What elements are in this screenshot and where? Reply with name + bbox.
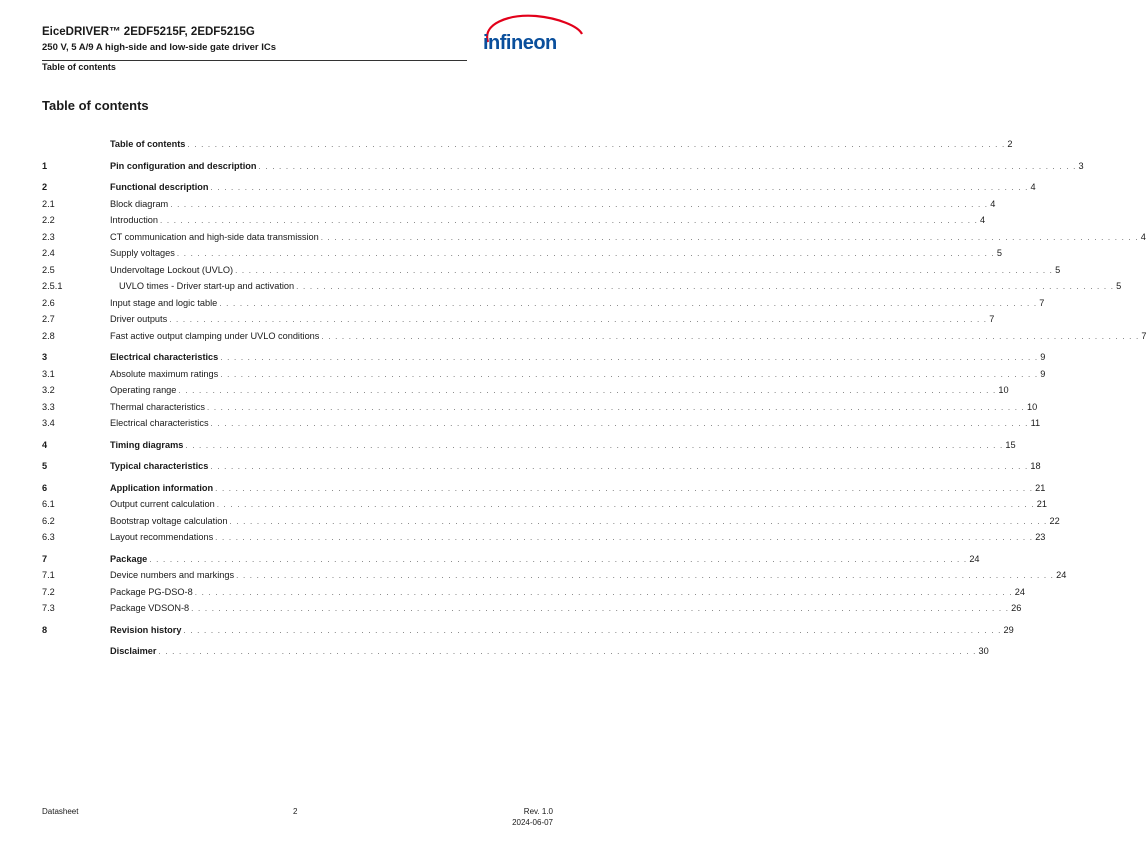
toc-leader-dots: . . . . . . . . . . . . . . . . . . . . . . . . . . . . . . . . . . . . . . . . . . . . . . . . . . . . . . . . . . . . . . . . . . . . . . . . . . . . . . . . . . . . . . . . . . . . . . . . . . . . . . . . . . . . . . . . . . . . . . . . [220,353,1039,362]
toc-entry[interactable] [42,553,980,565]
toc-entry[interactable] [42,330,1147,342]
toc-leader-dots: . . . . . . . . . . . . . . . . . . . . . . . . . . . . . . . . . . . . . . . . . . . . . . . . . . . . . . . . . . . . . . . . . . . . . . . . . . . . . . . . . . . . . . . . . . . . . . . . . . . . . . . . . . . . . . . . . . . . . . . . [210,183,1029,192]
toc-entry[interactable] [42,247,1003,259]
toc-entry-number: 7.1 [42,570,55,580]
toc-entry[interactable] [42,401,1038,413]
toc-entry[interactable] [42,602,1022,614]
toc-entry-page[interactable]: 18 [1030,461,1041,471]
header-divider [42,60,467,61]
toc-entry-title[interactable]: Operating range [110,385,177,395]
footer-date: 2024-06-07 [512,818,553,827]
toc-entry-title[interactable]: Introduction [110,215,159,225]
toc-entry-title[interactable]: Table of contents [110,139,186,149]
toc-leader-dots: . . . . . . . . . . . . . . . . . . . . . . . . . . . . . . . . . . . . . . . . . . . . . . . . . . . . . . . . . . . . . . . . . . . . . . . . . . . . . . . . . . . . . . . . . . . . . . . . . . . . . . . . . . . . . . . . . . . . . . . . [210,419,1029,428]
toc-entry-number: 2.6 [42,298,55,308]
toc-entry-page[interactable]: 7 [1039,298,1045,308]
toc-entry[interactable] [42,417,1041,429]
toc-entry[interactable] [42,439,1016,451]
toc-entry[interactable] [42,138,1013,150]
toc-leader-dots: . . . . . . . . . . . . . . . . . . . . . . . . . . . . . . . . . . . . . . . . . . . . . . . . . . . . . . . . . . . . . . . . . . . . . . . . . . . . . . . . . . . . . . . . . . . . . . . . . . . . . . . . . . . . . . . . . . . . . . . . [236,571,1055,580]
toc-entry-page[interactable]: 4 [990,199,996,209]
toc-entry[interactable] [42,460,1041,472]
toc-entry-number: 2.4 [42,248,55,258]
toc-leader-dots: . . . . . . . . . . . . . . . . . . . . . . . . . . . . . . . . . . . . . . . . . . . . . . . . . . . . . . . . . . . . . . . . . . . . . . . . . . . . . . . . . . . . . . . . . . . . . . . . . . . . . . . . . . . . . . . . . . . . . . . . [178,386,997,395]
toc-leader-dots: . . . . . . . . . . . . . . . . . . . . . . . . . . . . . . . . . . . . . . . . . . . . . . . . . . . . . . . . . . . . . . . . . . . . . . . . . . . . . . . . . . . . . . . . . . . . . . . . . . . . . . . . . . . . . . . . . . . . . . . . [215,484,1034,493]
toc-leader-dots: . . . . . . . . . . . . . . . . . . . . . . . . . . . . . . . . . . . . . . . . . . . . . . . . . . . . . . . . . . . . . . . . . . . . . . . . . . . . . . . . . . . . . . . . . . . . . . . . . . . . . . . . . . . . . . . . . . . . . . . . [296,282,1115,291]
toc-entry-title[interactable]: UVLO times - Driver start-up and activation [119,281,295,291]
toc-leader-dots: . . . . . . . . . . . . . . . . . . . . . . . . . . . . . . . . . . . . . . . . . . . . . . . . . . . . . . . . . . . . . . . . . . . . . . . . . . . . . . . . . . . . . . . . . . . . . . . . . . . . . . . . . . . . . . . . . . . . . . . . [258,162,1077,171]
toc-entry[interactable] [42,160,1084,172]
toc-entry-number: 2.5.1 [42,281,63,291]
toc-entry-title[interactable]: Electrical characteristics [110,352,219,362]
toc-entry-page[interactable]: 5 [1116,281,1122,291]
toc-entry-page[interactable]: 24 [1014,587,1025,597]
toc-leader-dots: . . . . . . . . . . . . . . . . . . . . . . . . . . . . . . . . . . . . . . . . . . . . . . . . . . . . . . . . . . . . . . . . . . . . . . . . . . . . . . . . . . . . . . . . . . . . . . . . . . . . . . . . . . . . . . . . . . . . . . . . [158,647,977,656]
toc-entry-page[interactable]: 11 [1030,418,1041,428]
toc-entry-page[interactable]: 2 [1007,139,1013,149]
toc-entry[interactable] [42,531,1046,543]
toc-entry-title[interactable]: Functional description [110,182,209,192]
toc-entry-number: 6.3 [42,532,55,542]
toc-entry[interactable] [42,498,1047,510]
toc-entry-page[interactable]: 5 [996,248,1003,258]
toc-leader-dots: . . . . . . . . . . . . . . . . . . . . . . . . . . . . . . . . . . . . . . . . . . . . . . . . . . . . . . . . . . . . . . . . . . . . . . . . . . . . . . . . . . . . . . . . . . . . . . . . . . . . . . . . . . . . . . . . . . . . . . . . [149,555,968,564]
toc-entry[interactable] [42,569,1067,581]
toc-leader-dots: . . . . . . . . . . . . . . . . . . . . . . . . . . . . . . . . . . . . . . . . . . . . . . . . . . . . . . . . . . . . . . . . . . . . . . . . . . . . . . . . . . . . . . . . . . . . . . . . . . . . . . . . . . . . . . . . . . . . . . . . [185,441,1004,450]
toc-leader-dots: . . . . . . . . . . . . . . . . . . . . . . . . . . . . . . . . . . . . . . . . . . . . . . . . . . . . . . . . . . . . . . . . . . . . . . . . . . . . . . . . . . . . . . . . . . . . . . . . . . . . . . . . . . . . . . . . . . . . . . . . [187,140,1006,149]
toc-entry-title[interactable]: Bootstrap voltage calculation [110,516,228,526]
toc-entry[interactable] [42,384,1009,396]
toc-entry-title[interactable]: Electrical characteristics [110,418,209,428]
toc-entry-title[interactable]: Package PG-DSO-8 [110,587,193,597]
toc-leader-dots: . . . . . . . . . . . . . . . . . . . . . . . . . . . . . . . . . . . . . . . . . . . . . . . . . . . . . . . . . . . . . . . . . . . . . . . . . . . . . . . . . . . . . . . . . . . . . . . . . . . . . . . . . . . . . . . . . . . . . . . . [191,604,1010,613]
infineon-logo [478,12,586,60]
toc-entry-number: 3.3 [42,402,55,412]
toc-entry[interactable] [42,214,986,226]
toc-entry-number: 8 [42,625,48,635]
toc-leader-dots: . . . . . . . . . . . . . . . . . . . . . . . . . . . . . . . . . . . . . . . . . . . . . . . . . . . . . . . . . . . . . . . . . . . . . . . . . . . . . . . . . . . . . . . . . . . . . . . . . . . . . . . . . . . . . . . . . . . . . . . . [235,266,1054,275]
toc-entry-number: 2.7 [42,314,55,324]
toc-leader-dots: . . . . . . . . . . . . . . . . . . . . . . . . . . . . . . . . . . . . . . . . . . . . . . . . . . . . . . . . . . . . . . . . . . . . . . . . . . . . . . . . . . . . . . . . . . . . . . . . . . . . . . . . . . . . . . . . . . . . . . . . [183,626,1002,635]
toc-entry[interactable] [42,264,1061,276]
toc-entry-number: 2.3 [42,232,55,242]
toc-entry[interactable] [42,368,1046,380]
header-section-label: Table of contents [42,62,116,72]
toc-entry-page[interactable]: 4 [980,215,986,225]
toc-leader-dots: . . . . . . . . . . . . . . . . . . . . . . . . . . . . . . . . . . . . . . . . . . . . . . . . . . . . . . . . . . . . . . . . . . . . . . . . . . . . . . . . . . . . . . . . . . . . . . . . . . . . . . . . . . . . . . . . . . . . . . . . [176,249,995,258]
toc-entry-number: 7 [42,554,48,564]
toc-entry-title[interactable]: Absolute maximum ratings [110,369,219,379]
document-title: EiceDRIVER™ 2EDF5215F, 2EDF5215G [42,26,255,38]
toc-leader-dots: . . . . . . . . . . . . . . . . . . . . . . . . . . . . . . . . . . . . . . . . . . . . . . . . . . . . . . . . . . . . . . . . . . . . . . . . . . . . . . . . . . . . . . . . . . . . . . . . . . . . . . . . . . . . . . . . . . . . . . . . [206,403,1025,412]
document-subtitle: 250 V, 5 A/9 A high-side and low-side gate driver ICs [42,42,277,53]
toc-entry-page[interactable]: 23 [1035,532,1046,542]
toc-entry-page[interactable]: 9 [1040,352,1046,362]
toc-entry-title[interactable]: Package [110,554,148,564]
toc-entry-number: 3.1 [42,369,55,379]
toc-entry[interactable] [42,515,1060,527]
toc-entry[interactable] [42,624,1014,636]
toc-entry-title[interactable]: Driver outputs [110,314,168,324]
toc-entry-number: 2.1 [42,199,55,209]
toc-entry-number: 6.1 [42,499,55,509]
toc-entry-title[interactable]: Disclaimer [110,646,157,656]
toc-entry-number: 6 [42,483,48,493]
toc-entry-page[interactable]: 9 [1040,369,1046,379]
toc-entry-page[interactable]: 5 [1055,265,1061,275]
toc-entry-page[interactable]: 7 [989,314,995,324]
toc-entry-page[interactable]: 3 [1078,161,1084,171]
toc-entry[interactable] [42,231,1146,243]
toc-entry-title[interactable]: Timing diagrams [110,440,184,450]
toc-entry-title[interactable]: Device numbers and markings [110,570,235,580]
toc-entry[interactable] [42,313,995,325]
toc-entry-number: 3.2 [42,385,55,395]
toc-entry-title[interactable]: Input stage and logic table [110,298,218,308]
toc-entry-title[interactable]: Typical characteristics [110,461,209,471]
toc-entry-title[interactable]: Application information [110,483,214,493]
toc-entry-number: 7.2 [42,587,55,597]
toc-entry-title[interactable]: Layout recommendations [110,532,214,542]
toc-entry-page[interactable]: 4 [1030,182,1036,192]
toc-entry-number: 2.5 [42,265,55,275]
toc-entry-title[interactable]: Undervoltage Lockout (UVLO) [110,265,234,275]
toc-leader-dots: . . . . . . . . . . . . . . . . . . . . . . . . . . . . . . . . . . . . . . . . . . . . . . . . . . . . . . . . . . . . . . . . . . . . . . . . . . . . . . . . . . . . . . . . . . . . . . . . . . . . . . . . . . . . . . . . . . . . . . . . [320,233,1139,242]
toc-leader-dots: . . . . . . . . . . . . . . . . . . . . . . . . . . . . . . . . . . . . . . . . . . . . . . . . . . . . . . . . . . . . . . . . . . . . . . . . . . . . . . . . . . . . . . . . . . . . . . . . . . . . . . . . . . . . . . . . . . . . . . . . [170,200,989,209]
toc-entry-number: 2.2 [42,215,55,225]
toc-leader-dots: . . . . . . . . . . . . . . . . . . . . . . . . . . . . . . . . . . . . . . . . . . . . . . . . . . . . . . . . . . . . . . . . . . . . . . . . . . . . . . . . . . . . . . . . . . . . . . . . . . . . . . . . . . . . . . . . . . . . . . . . [220,370,1039,379]
toc-entry-number: 3.4 [42,418,55,428]
toc-entry-page[interactable]: 10 [1026,402,1038,412]
toc-entry-number: 4 [42,440,48,450]
toc-leader-dots: . . . . . . . . . . . . . . . . . . . . . . . . . . . . . . . . . . . . . . . . . . . . . . . . . . . . . . . . . . . . . . . . . . . . . . . . . . . . . . . . . . . . . . . . . . . . . . . . . . . . . . . . . . . . . . . . . . . . . . . . [160,216,979,225]
toc-entry-page[interactable]: 22 [1049,516,1060,526]
toc-entry-title[interactable]: Thermal characteristics [110,402,205,412]
toc-entry[interactable] [42,198,996,210]
toc-entry[interactable] [42,280,1122,292]
toc-entry[interactable] [42,482,1046,494]
footer-revision: Rev. 1.0 [523,807,553,816]
logo-wordmark: infineon [483,32,557,54]
toc-entry[interactable] [42,586,1025,598]
toc-leader-dots: . . . . . . . . . . . . . . . . . . . . . . . . . . . . . . . . . . . . . . . . . . . . . . . . . . . . . . . . . . . . . . . . . . . . . . . . . . . . . . . . . . . . . . . . . . . . . . . . . . . . . . . . . . . . . . . . . . . . . . . . [216,500,1035,509]
toc-entry-number: 3 [42,352,48,362]
toc-leader-dots: . . . . . . . . . . . . . . . . . . . . . . . . . . . . . . . . . . . . . . . . . . . . . . . . . . . . . . . . . . . . . . . . . . . . . . . . . . . . . . . . . . . . . . . . . . . . . . . . . . . . . . . . . . . . . . . . . . . . . . . . [219,299,1038,308]
toc-entry-page[interactable]: 29 [1003,625,1014,635]
toc-entry-title[interactable]: Package VDSON-8 [110,603,190,613]
toc-entry-number: 6.2 [42,516,55,526]
footer-page-number: 2 [293,807,298,816]
toc-leader-dots: . . . . . . . . . . . . . . . . . . . . . . . . . . . . . . . . . . . . . . . . . . . . . . . . . . . . . . . . . . . . . . . . . . . . . . . . . . . . . . . . . . . . . . . . . . . . . . . . . . . . . . . . . . . . . . . . . . . . . . . . [321,332,1140,341]
toc-entry-page[interactable]: 26 [1011,603,1022,613]
toc-entry-number: 2 [42,182,48,192]
footer-doc-type: Datasheet [42,807,79,816]
toc-entry-title[interactable]: Supply voltages [110,248,175,258]
toc-leader-dots: . . . . . . . . . . . . . . . . . . . . . . . . . . . . . . . . . . . . . . . . . . . . . . . . . . . . . . . . . . . . . . . . . . . . . . . . . . . . . . . . . . . . . . . . . . . . . . . . . . . . . . . . . . . . . . . . . . . . . . . . [210,462,1029,471]
toc-leader-dots: . . . . . . . . . . . . . . . . . . . . . . . . . . . . . . . . . . . . . . . . . . . . . . . . . . . . . . . . . . . . . . . . . . . . . . . . . . . . . . . . . . . . . . . . . . . . . . . . . . . . . . . . . . . . . . . . . . . . . . . . [169,315,988,324]
page-heading: Table of contents [42,98,149,113]
toc-entry[interactable] [42,645,989,657]
toc-entry-page[interactable]: 21 [1036,499,1047,509]
toc-entry-title[interactable]: Output current calculation [110,499,215,509]
toc-entry-title[interactable]: Pin configuration and description [110,161,257,171]
toc-entry-title[interactable]: Fast active output clamping under UVLO conditions [110,331,320,341]
toc-entry[interactable] [42,297,1045,309]
toc-entry-title[interactable]: Block diagram [110,199,169,209]
toc-leader-dots: . . . . . . . . . . . . . . . . . . . . . . . . . . . . . . . . . . . . . . . . . . . . . . . . . . . . . . . . . . . . . . . . . . . . . . . . . . . . . . . . . . . . . . . . . . . . . . . . . . . . . . . . . . . . . . . . . . . . . . . . [229,517,1048,526]
toc-entry-number: 2.8 [42,331,55,341]
toc-entry-page[interactable]: 10 [998,385,1009,395]
toc-entry-page[interactable]: 15 [1005,440,1016,450]
toc-leader-dots: . . . . . . . . . . . . . . . . . . . . . . . . . . . . . . . . . . . . . . . . . . . . . . . . . . . . . . . . . . . . . . . . . . . . . . . . . . . . . . . . . . . . . . . . . . . . . . . . . . . . . . . . . . . . . . . . . . . . . . . . [194,588,1013,597]
toc-entry-page[interactable]: 30 [978,646,989,656]
toc-entry[interactable] [42,351,1046,363]
toc-entry-page[interactable]: 21 [1035,483,1046,493]
toc-entry-page[interactable]: 24 [1056,570,1067,580]
toc-entry-title[interactable]: CT communication and high-side data transmission [110,232,319,242]
toc-entry-title[interactable]: Revision history [110,625,182,635]
toc-entry-page[interactable]: 7 [1141,331,1147,341]
toc-leader-dots: . . . . . . . . . . . . . . . . . . . . . . . . . . . . . . . . . . . . . . . . . . . . . . . . . . . . . . . . . . . . . . . . . . . . . . . . . . . . . . . . . . . . . . . . . . . . . . . . . . . . . . . . . . . . . . . . . . . . . . . . [215,533,1034,542]
toc-entry-number: 5 [42,461,48,471]
toc-entry-number: 1 [42,161,48,171]
toc-entry[interactable] [42,181,1036,193]
toc-entry-page[interactable]: 4 [1140,232,1146,242]
toc-entry-page[interactable]: 24 [969,554,980,564]
toc-entry-number: 7.3 [42,603,55,613]
